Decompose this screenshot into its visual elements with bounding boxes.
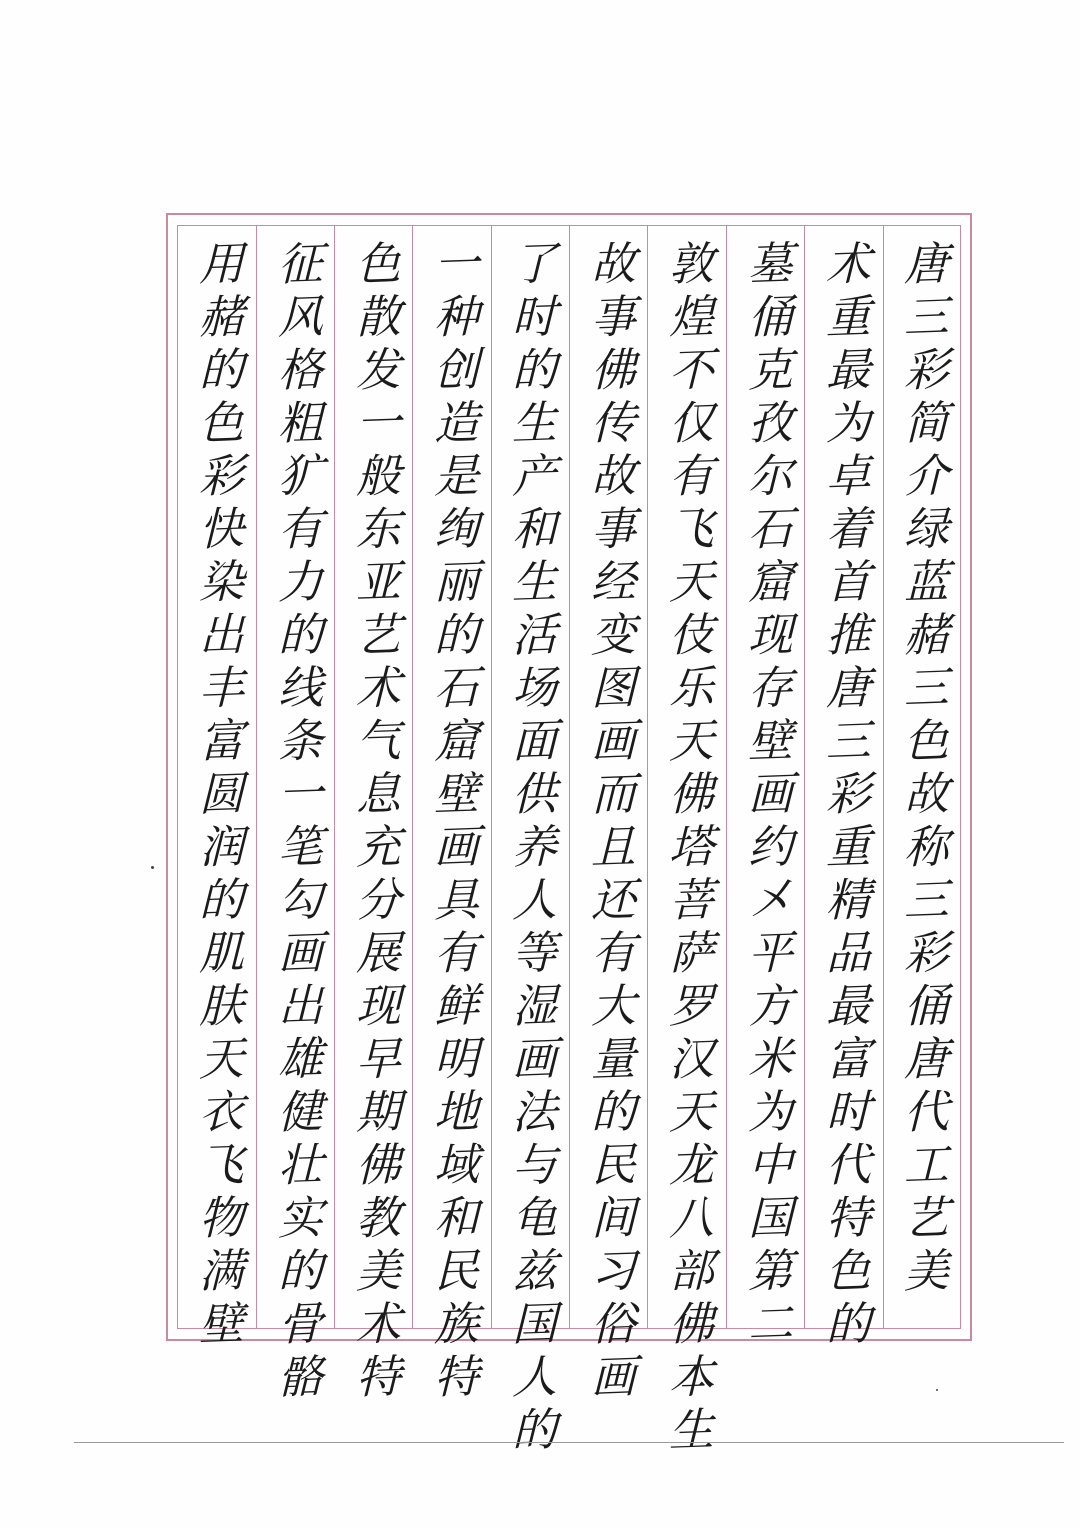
column-text: 色散发一般东亚艺术气息充分展现早期佛教美术特 xyxy=(347,239,401,1407)
text-column-9 xyxy=(257,239,335,1407)
column-text: 术重最为卓着首推唐三彩重精品最富时代特色的 xyxy=(817,239,871,1354)
text-column-1 xyxy=(883,240,961,1320)
column-text: 墓俑克孜尔石窟现存壁画约㐅平方米为中国第二 xyxy=(739,239,793,1354)
column-text: 敦煌不仅有飞天伎乐天佛塔菩萨罗汉天龙八部佛本生 xyxy=(660,239,714,1460)
column-text: 故事佛传故事经变图画而且还有大量的民间习俗画 xyxy=(582,239,636,1407)
text-column-7 xyxy=(413,239,491,1407)
text-column-10 xyxy=(178,239,256,1354)
column-text: 了时的生产和生活场面供养人等湿画法与龟兹国人的 xyxy=(503,239,557,1460)
column-text: 征风格粗犷有力的线条一笔勾画出雄健壮实的骨骼 xyxy=(269,239,323,1407)
text-column-2 xyxy=(805,239,883,1354)
column-text: 用赭的色彩快染出丰富圆润的肌肤天衣飞物满壁 xyxy=(190,239,244,1354)
scan-edge-line xyxy=(74,1442,1064,1443)
text-column-3 xyxy=(727,239,805,1354)
scan-speck xyxy=(936,1389,938,1391)
text-column-5 xyxy=(570,239,648,1407)
scan-speck xyxy=(151,866,154,869)
text-column-8 xyxy=(335,239,413,1407)
text-column-6 xyxy=(491,239,569,1460)
column-text: 唐三彩简介绿蓝赭三色故称三彩俑唐代工艺美 xyxy=(895,239,949,1301)
text-column-4 xyxy=(648,239,726,1460)
column-text: 一种创造是绚丽的石窟壁画具有鲜明地域和民族特 xyxy=(425,239,479,1407)
